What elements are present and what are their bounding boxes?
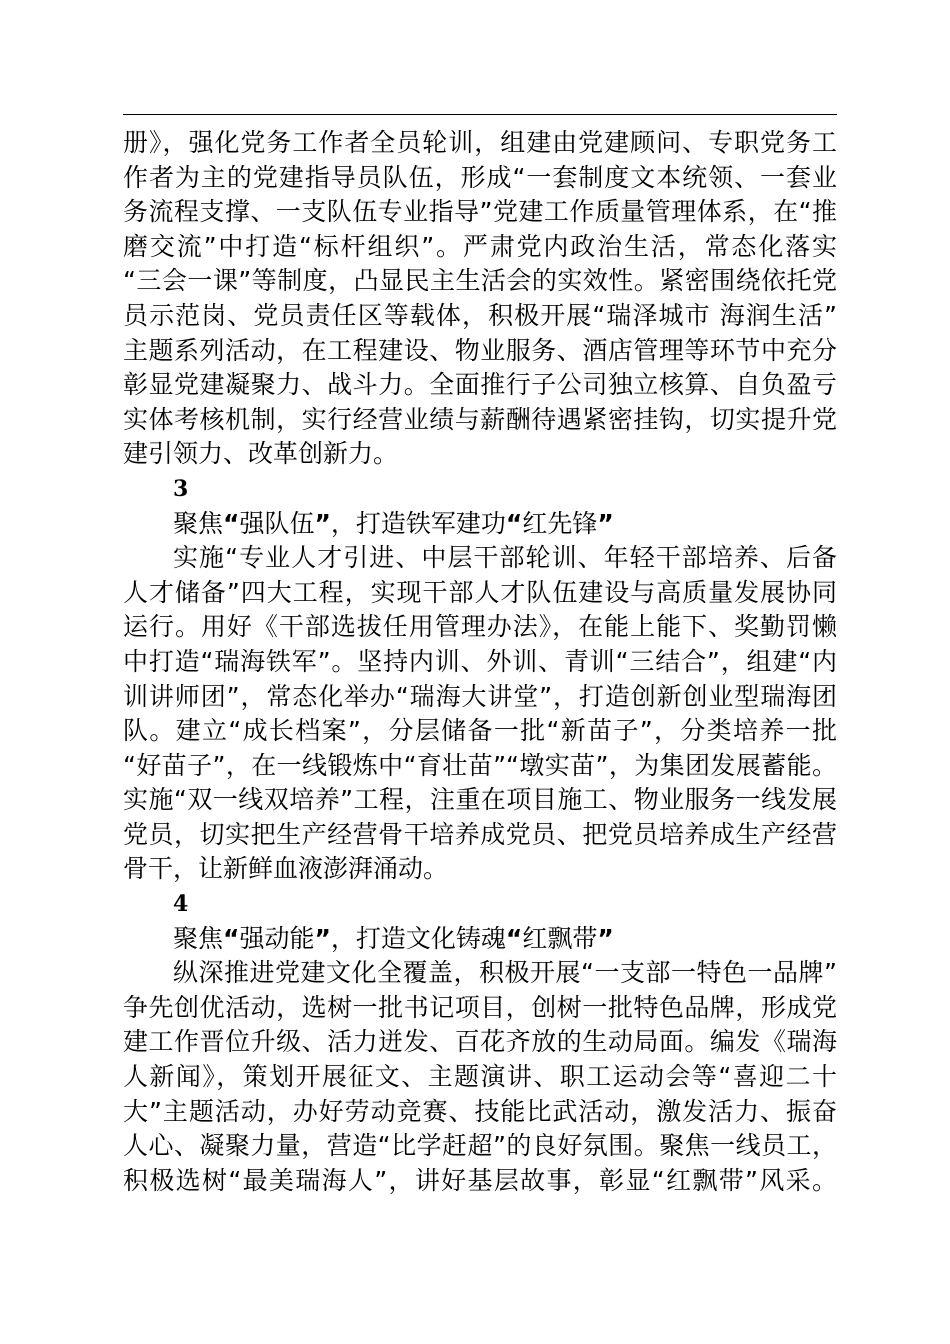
paragraph-line: 大”主题活动，办好劳动竞赛、技能比武活动，激发活力、振奋 <box>123 1096 837 1126</box>
heading-text: ，打造铁军建功 <box>330 508 506 538</box>
heading-text: 强动能 <box>239 923 315 953</box>
paragraph-line: 党员，切实把生产经营骨干培养成党员、把党员培养成生产经营 <box>123 819 837 849</box>
section-number-4: 4 <box>173 891 189 918</box>
heading-quote: ” <box>314 923 331 953</box>
heading-text: 红先锋 <box>522 508 598 538</box>
paragraph-line: 队。建立“成长档案”，分层储备一批“新苗子”，分类培养一批 <box>123 716 837 746</box>
section-heading-4 <box>123 922 837 957</box>
paragraph-line: 实体考核机制，实行经营业绩与薪酬待遇紧密挂钩，切实提升党 <box>123 404 837 434</box>
section-heading-3 <box>123 507 837 542</box>
paragraph-line: 人才储备”四大工程，实现干部人才队伍建设与高质量发展协同 <box>123 577 837 607</box>
paragraph-line: 作者为主的党建指导员队伍，形成“一套制度文本统领、一套业 <box>123 162 837 192</box>
heading-quote: “ <box>505 923 523 953</box>
paragraph-line: 建引领力、改革创新力。 <box>123 439 399 469</box>
paragraph-line: 中打造“瑞海铁军”。坚持内训、外训、青训“三结合”，组建“内 <box>123 646 837 676</box>
paragraph-line: 骨干，让新鲜血液澎湃涌动。 <box>123 854 449 884</box>
paragraph-line: 训讲师团”，常态化举办“瑞海大讲堂”，打造创新创业型瑞海团 <box>123 681 837 711</box>
heading-quote: ” <box>597 923 614 953</box>
heading-text: 红飘带 <box>522 923 598 953</box>
paragraph-line: 积极选树“最美瑞海人”，讲好基层故事，彰显“红飘带”风采。 <box>123 1165 837 1195</box>
heading-text: ，打造文化铸魂 <box>330 923 506 953</box>
paragraph-line: 人新闻》，策划开展征文、主题演讲、职工运动会等“喜迎二十 <box>123 1062 837 1092</box>
paragraph-line: 主题系列活动，在工程建设、物业服务、酒店管理等环节中充分 <box>123 335 837 365</box>
paragraph-line: 实施“专业人才引进、中层干部轮训、年轻干部培养、后备 <box>173 543 837 573</box>
heading-quote: “ <box>223 923 240 953</box>
section-number-3: 3 <box>173 475 189 502</box>
paragraph-line: 彰显党建凝聚力、战斗力。全面推行子公司独立核算、自负盈亏 <box>123 370 837 400</box>
paragraph-line: 务流程支撑、一支队伍专业指导”党建工作质量管理体系，在“推 <box>123 197 837 227</box>
paragraph-line: 磨交流”中打造“标杆组织”。严肃党内政治生活，常态化落实 <box>123 231 837 261</box>
paragraph-line: 争先创优活动，选树一批书记项目，创树一批特色品牌，形成党 <box>123 992 837 1022</box>
heading-text: 强队伍 <box>239 508 315 538</box>
paragraph-line: “三会一课”等制度，凸显民主生活会的实效性。紧密围绕依托党 <box>123 266 837 296</box>
paragraph-line: 册》，强化党务工作者全员轮训，组建由党建顾问、专职党务工 <box>123 128 837 157</box>
paragraph-line: 实施“双一线双培养”工程，注重在项目施工、物业服务一线发展 <box>123 785 837 815</box>
paragraph-line: 运行。用好《干部选拔任用管理办法》，在能上能下、奖勤罚懒 <box>123 612 837 642</box>
heading-quote: “ <box>223 508 240 538</box>
paragraph-line: “好苗子”，在一线锻炼中“育壮苗”“墩实苗”，为集团发展蓄能。 <box>123 750 837 780</box>
heading-quote: “ <box>505 508 523 538</box>
heading-quote: ” <box>314 508 331 538</box>
heading-quote: ” <box>597 508 614 538</box>
paragraph-line: 人心、凝聚力量，营造“比学赶超”的良好氛围。聚焦一线员工， <box>123 1131 837 1161</box>
paragraph-line: 建工作晋位升级、活力迸发、百花齐放的生动局面。编发《瑞海 <box>123 1027 837 1057</box>
heading-text: 聚焦 <box>173 923 224 953</box>
header-rule <box>123 114 837 115</box>
heading-text: 聚焦 <box>173 508 224 538</box>
paragraph-line: 员示范岗、党员责任区等载体，积极开展“瑞泽城市 海润生活” <box>123 300 837 330</box>
paragraph-line: 纵深推进党建文化全覆盖，积极开展“一支部一特色一品牌” <box>173 958 837 988</box>
document-body <box>123 126 837 1198</box>
